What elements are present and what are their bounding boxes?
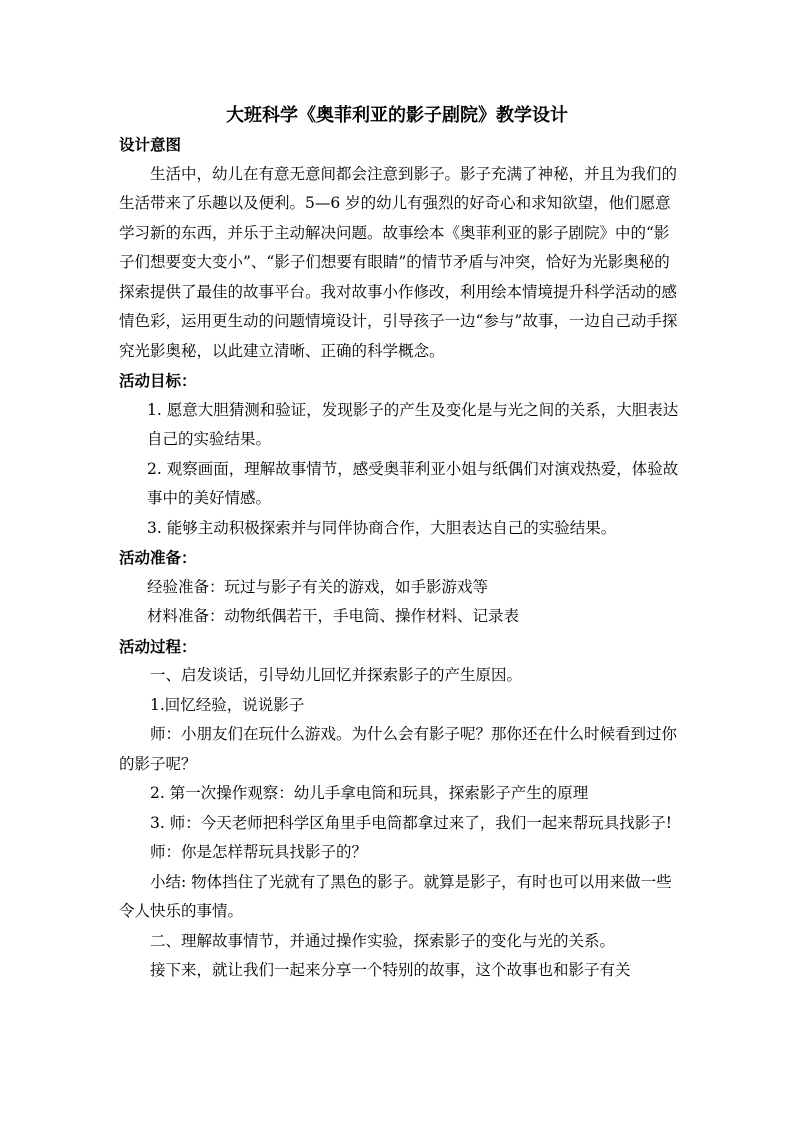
preparation-item: 材料准备：动物纸偶若干，手电筒、操作材料、记录表 bbox=[147, 607, 520, 625]
process-part2-title: 二、理解故事情节，并通过操作实验，探索影子的变化与光的关系。 bbox=[150, 931, 616, 950]
process-next: 接下来，就让我们一起来分享一个特别的故事，这个故事也和影子有关 bbox=[150, 961, 631, 979]
process-step3: 3. 师：今天老师把科学区角里手电筒都拿过来了，我们一起来帮玩具找影子! bbox=[150, 813, 672, 832]
goal-item: 2. 观察画面，理解故事情节，感受奥菲利亚小姐与纸偶们对演戏热爱，体验故事中的美好情感。 bbox=[147, 459, 679, 507]
document-body bbox=[119, 130, 679, 986]
preparation-heading: 活动准备： bbox=[119, 548, 197, 567]
document-title: 大班科学《奥菲利亚的影子剧院》教学设计 bbox=[226, 105, 568, 126]
goal-item: 3. 能够主动积极探索并与同伴协商合作，大胆表达自己的实验结果。 bbox=[147, 518, 617, 537]
process-teacher-question: 师：小朋友们在玩什么游戏。为什么会有影子呢？那你还在什么时候看到过你的影子呢？ bbox=[119, 725, 678, 773]
preparation-item: 经验准备：玩过与影子有关的游戏，如手影游戏等 bbox=[147, 577, 489, 596]
process-part1-title: 一、启发谈话，引导幼儿回忆并探索影子的产生原因。 bbox=[150, 666, 523, 684]
process-teacher-question-2: 师：你是怎样帮玩具找影子的？ bbox=[150, 843, 368, 861]
process-step2: 2. 第一次操作观察：幼儿手拿电筒和玩具，探索影子产生的原理 bbox=[150, 784, 589, 802]
process-heading: 活动过程： bbox=[119, 636, 197, 656]
design-intent-paragraph: 生活中，幼儿在有意无意间都会注意到影子。影子充满了神秘，并且为我们的生活带来了乐趣以及便利。5—6 岁的幼儿有强烈的好奇心和求知欲望，他们愿意学习新的东西，并乐于主动解决问题。故事绘本《奥菲利亚的影子剧院》中的“影子们想要变大变小”、“影子们想要有眼睛”的情节矛盾与冲突，恰好为光影奥秘的探索提供了最佳的故事平台。我对故事小作修改，利用绘本情境提升科学活动的感情色彩，运用更生动的问题情境设计，引导孩子一边“参与”故事，一边自己动手探究光影奥秘，以此建立清晰、正确的科学概念。 bbox=[119, 164, 678, 360]
design-intent-heading: 设计意图 bbox=[119, 135, 182, 154]
goal-item: 1. 愿意大胆猜测和验证，发现影子的产生及变化是与光之间的关系，大胆表达自己的实验结果。 bbox=[147, 400, 679, 448]
process-step1: 1.回忆经验，说说影子 bbox=[150, 695, 305, 714]
process-summary: 小结: 物体挡住了光就有了黑色的影子。就算是影子，有时也可以用来做一些令人快乐的事情。 bbox=[119, 872, 672, 920]
goals-heading: 活动目标： bbox=[119, 371, 197, 390]
